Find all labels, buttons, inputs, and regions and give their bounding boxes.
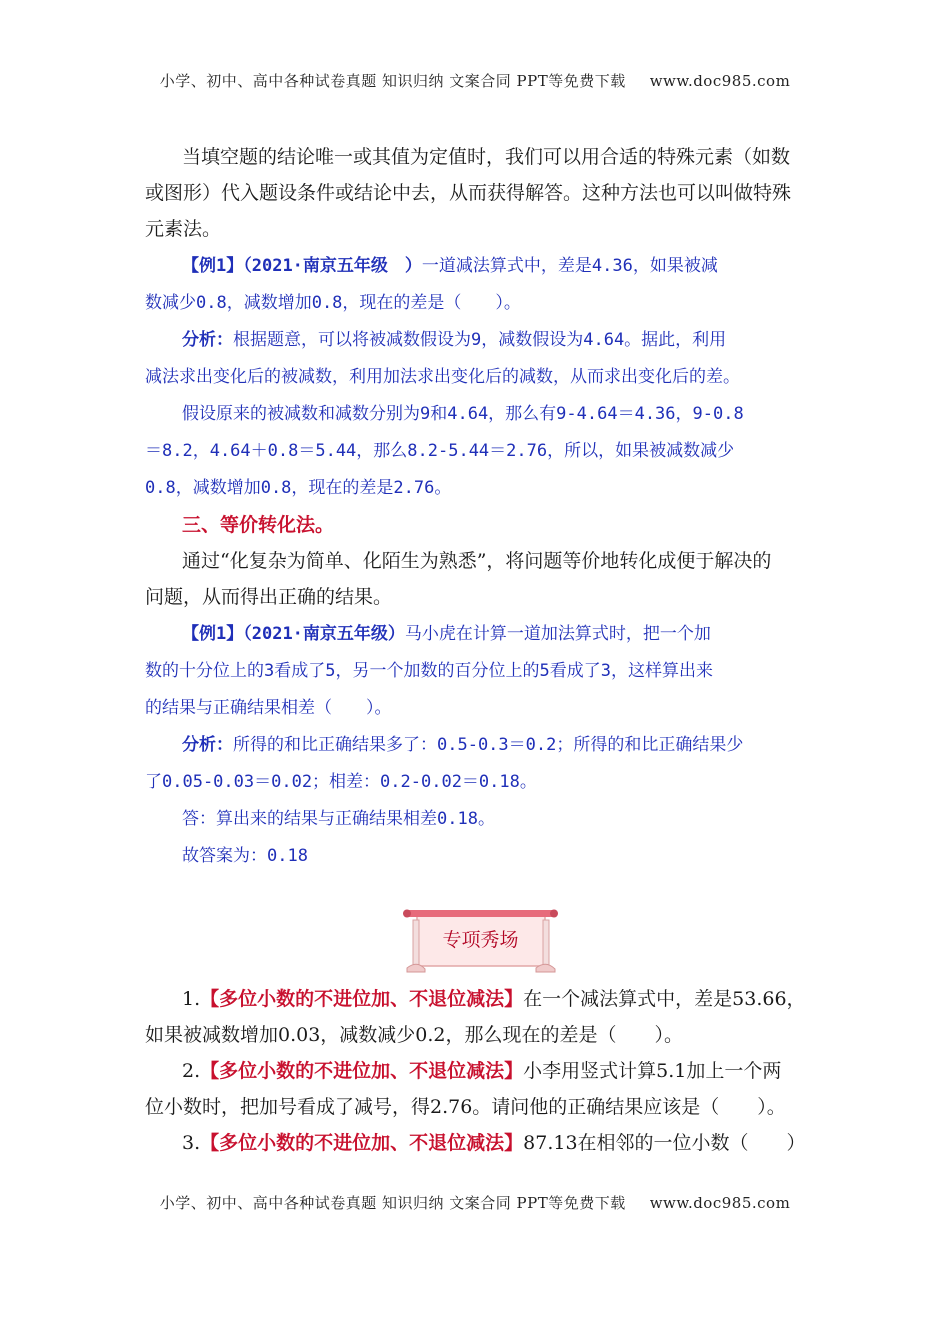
banner-title: 专项秀场 — [442, 929, 519, 951]
exercise-1-line-1 — [182, 990, 806, 1009]
analysis-text: 根据题意，可以将被减数假设为9，减数假设为4.64。据此，利用 — [233, 330, 727, 350]
intro-line-1: 当填空题的结论唯一或其值为定值时，我们可以用合适的特殊元素（如数 — [182, 146, 791, 168]
section-banner — [403, 906, 558, 974]
page-header — [0, 70, 950, 91]
analysis-label: 分析： — [182, 735, 233, 755]
exercise-3-line-1 — [182, 1134, 806, 1153]
exercise-3-number: 3. — [182, 1132, 201, 1154]
exercise-1-tag: 【多位小数的不进位加、不退位减法】 — [200, 988, 524, 1010]
example-1-question-text: 一道减法算式中，差是4.36，如果被减 — [421, 256, 718, 276]
section-3-desc-line-2: 问题，从而得出正确的结果。 — [145, 586, 393, 608]
example-1-question-line-1 — [182, 258, 718, 275]
exercise-2-tag: 【多位小数的不进位加、不退位减法】 — [200, 1060, 524, 1082]
header-site-link[interactable]: www.doc985.com — [649, 72, 791, 90]
section-3-title: 三、等价转化法。 — [182, 514, 335, 536]
exercise-1-line-2: 如果被减数增加0.03，减数减少0.2，那么现在的差是（ ）。 — [145, 1024, 684, 1046]
example-2-answer: 答：算出来的结果与正确结果相差0.18。 — [182, 809, 495, 829]
exercise-3-tag: 【多位小数的不进位加、不退位减法】 — [200, 1132, 524, 1154]
exercise-1-text: 在一个减法算式中，差是53.66， — [523, 988, 806, 1010]
example-2-analysis-line-1 — [182, 737, 743, 754]
example-1-solution-line-3: 0.8，减数增加0.8，现在的差是2.76。 — [145, 478, 452, 498]
analysis-label: 分析： — [182, 330, 233, 350]
footer-text: 小学、初中、高中各种试卷真题 知识归纳 文案合同 PPT等免费下载 — [159, 1194, 626, 1212]
exercise-1-number: 1. — [182, 988, 201, 1010]
example-1-solution-line-1: 假设原来的被减数和减数分别为9和4.64，那么有9-4.64＝4.36，9-0.8 — [182, 404, 744, 424]
exercise-2-line-2: 位小数时，把加号看成了减号，得2.76。请问他的正确结果应该是（ ）。 — [145, 1096, 786, 1118]
intro-line-2: 或图形）代入题设条件或结论中去，从而获得解答。这种方法也可以叫做特殊 — [145, 182, 792, 204]
example-2-final-answer: 故答案为：0.18 — [182, 846, 308, 866]
example-2-analysis-line-2: 了0.05-0.03＝0.02；相差：0.2-0.02＝0.18。 — [145, 772, 537, 792]
header-text: 小学、初中、高中各种试卷真题 知识归纳 文案合同 PPT等免费下载 — [159, 72, 626, 90]
example-1-question-line-2: 数减少0.8，减数增加0.8，现在的差是（ ）。 — [145, 293, 521, 313]
example-2-tag: 【例1】（2021·南京五年级） — [182, 624, 405, 644]
exercise-3-text: 87.13在相邻的一位小数（ ） — [523, 1132, 806, 1154]
exercise-2-line-1 — [182, 1062, 781, 1081]
example-2-question-line-1 — [182, 626, 711, 643]
section-3-desc-line-1: 通过“化复杂为简单、化陌生为熟悉”，将问题等价地转化成便于解决的 — [182, 550, 772, 572]
example-1-analysis-line-2: 减法求出变化后的被减数，利用加法求出变化后的减数，从而求出变化后的差。 — [145, 367, 740, 387]
example-1-tag: 【例1】（2021·南京五年级 ） — [182, 256, 422, 276]
intro-line-3: 元素法。 — [145, 218, 222, 240]
footer-site-link[interactable]: www.doc985.com — [649, 1194, 791, 1212]
analysis-text: 所得的和比正确结果多了：0.5-0.3＝0.2；所得的和比正确结果少 — [233, 735, 744, 755]
exercise-2-text: 小李用竖式计算5.1加上一个两 — [523, 1060, 782, 1082]
example-1-analysis-line-1 — [182, 332, 726, 349]
example-2-question-line-3: 的结果与正确结果相差（ ）。 — [145, 698, 392, 718]
example-2-question-text: 马小虎在计算一道加法算式时，把一个加 — [404, 624, 711, 644]
exercise-2-number: 2. — [182, 1060, 201, 1082]
example-2-question-line-2: 数的十分位上的3看成了5，另一个加数的百分位上的5看成了3，这样算出来 — [145, 661, 713, 681]
example-1-solution-line-2: ＝8.2，4.64＋0.8＝5.44，那么8.2-5.44＝2.76，所以，如果被减数减少 — [145, 441, 735, 461]
page-footer — [0, 1192, 950, 1213]
